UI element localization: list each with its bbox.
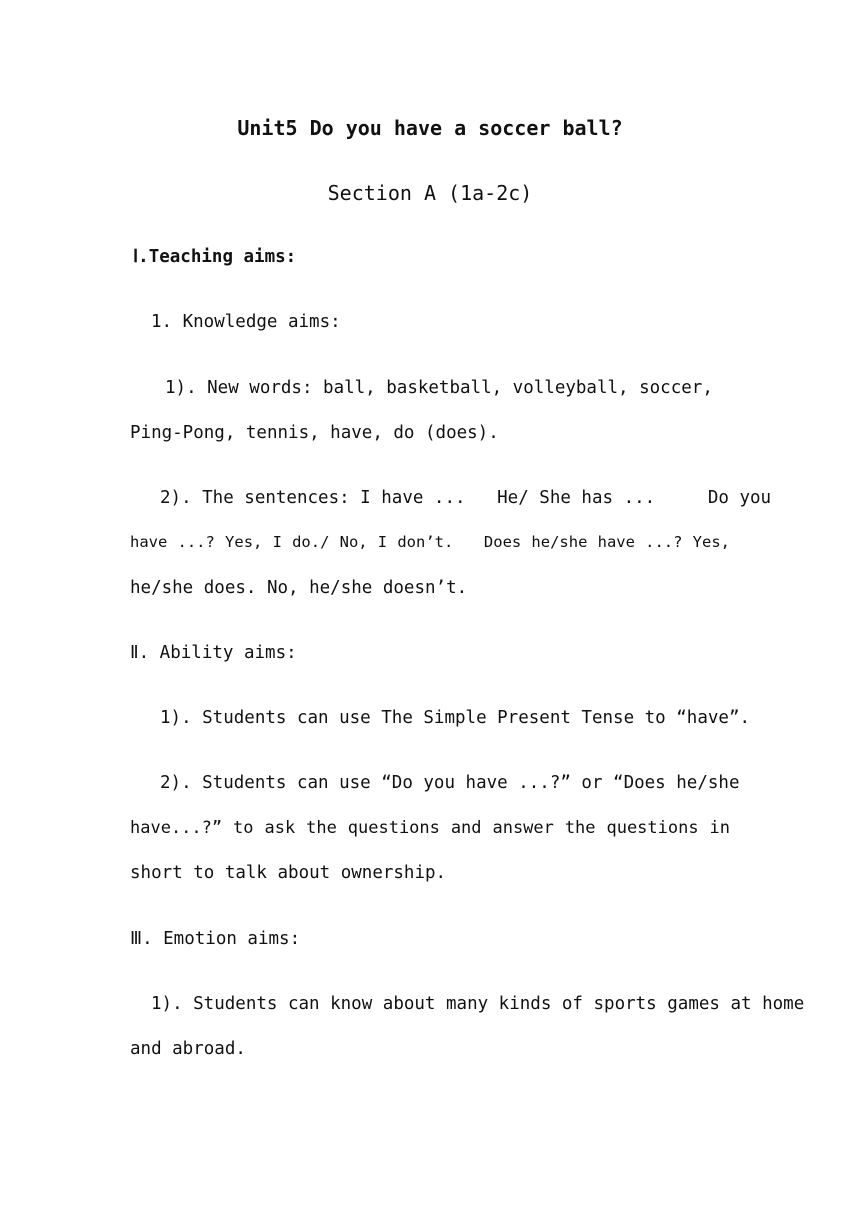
emotion-aims-heading: Ⅲ. Emotion aims: <box>130 929 301 949</box>
teaching-aims-heading: Ⅰ.Teaching aims: <box>133 247 297 267</box>
ability-item-2-line-2: have...?” to ask the questions and answer the questions in <box>130 818 730 838</box>
knowledge-aims-heading: 1. Knowledge aims: <box>151 312 341 332</box>
sentences-line-3: he/she does. No, he/she doesn’t. <box>130 578 468 598</box>
new-words-line-2: Ping-Pong, tennis, have, do (does). <box>130 423 499 443</box>
ability-item-2-line-3: short to talk about ownership. <box>130 863 447 883</box>
sentences-line-1: 2). The sentences: I have ... He/ She has ... Do you <box>160 488 772 508</box>
document-title: Unit5 Do you have a soccer ball? <box>237 116 623 140</box>
document-subtitle: Section A (1a-2c) <box>327 181 533 205</box>
sentences-line-2: have ...? Yes, I do./ No, I don’t. Does he/she have ...? Yes, <box>130 533 730 551</box>
ability-item-1: 1). Students can use The Simple Present Tense to “have”. <box>160 708 751 728</box>
ability-aims-heading: Ⅱ. Ability aims: <box>130 643 297 663</box>
ability-item-2-line-1: 2). Students can use “Do you have ...?” or “Does he/she <box>160 773 740 793</box>
new-words-line-1: 1). New words: ball, basketball, volleyball, soccer, <box>165 378 713 398</box>
emotion-item-1-line-2: and abroad. <box>130 1039 246 1059</box>
emotion-item-1-line-1: 1). Students can know about many kinds of sports games at home <box>151 994 805 1014</box>
